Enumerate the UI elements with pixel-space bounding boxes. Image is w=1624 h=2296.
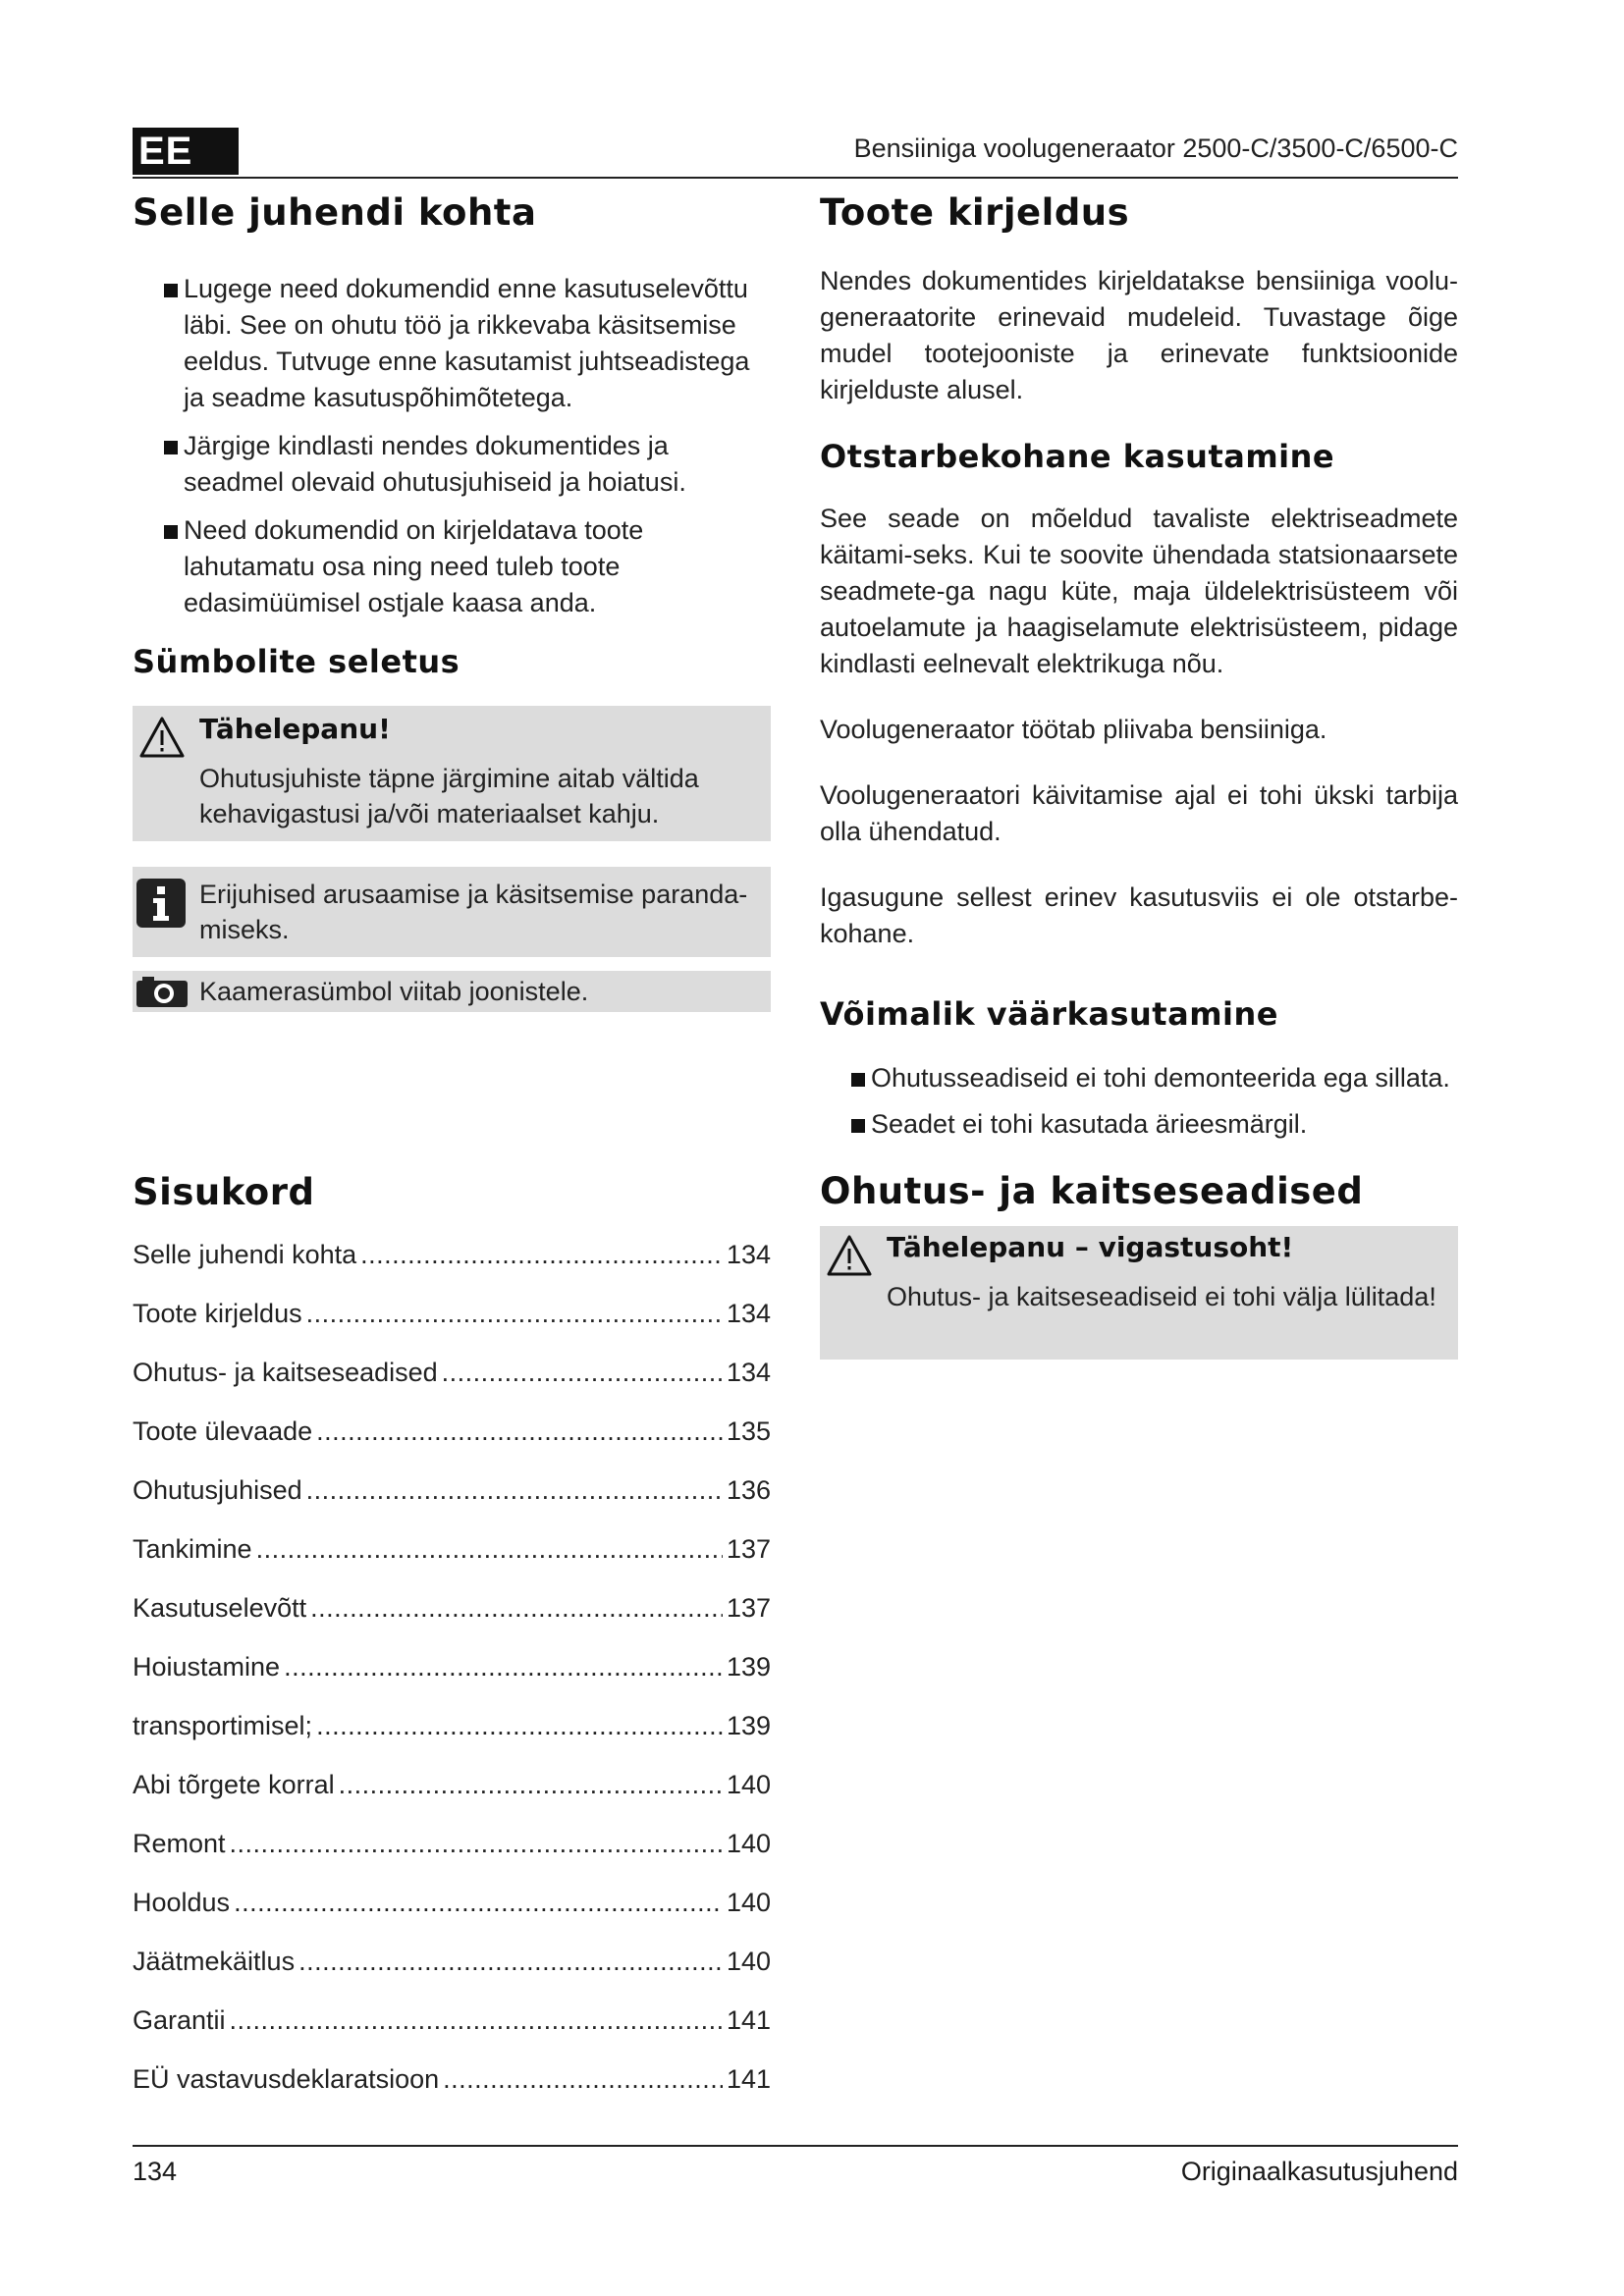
warning-title: Tähelepanu! (199, 713, 391, 745)
camera-text: Kaamerasümbol viitab joonistele. (199, 977, 589, 1006)
toc-label: Hoiustamine (133, 1652, 281, 1682)
toc-page: 137 (726, 1593, 771, 1623)
info-icon (135, 877, 188, 930)
toc-entry[interactable] (133, 1461, 771, 1520)
toc-page: 140 (726, 1888, 771, 1917)
footer-text: Originaalkasutusjuhend (1180, 2157, 1458, 2186)
toc-heading: Sisukord (133, 1171, 315, 1213)
toc-page: 140 (726, 1770, 771, 1799)
toc-entry[interactable] (133, 1991, 771, 2050)
left-column (133, 191, 771, 2109)
misuse-bullet-list (820, 1060, 1458, 1143)
product-heading: Toote kirjeldus (820, 191, 1130, 234)
toc-page: 139 (726, 1652, 771, 1682)
safety-warning-title: Tähelepanu – vigastusoht! (887, 1231, 1294, 1263)
right-column (820, 191, 1458, 1360)
toc-label: Ohutusjuhised (133, 1475, 302, 1505)
toc-page: 136 (726, 1475, 771, 1505)
camera-icon (135, 975, 189, 1008)
toc-page: 141 (726, 2064, 771, 2094)
toc-label: Tankimine (133, 1534, 252, 1564)
other-use-text: Igasugune sellest erinev kasutusviis ei ole otstarbe-kohane. (820, 882, 1458, 948)
toc-page: 134 (726, 1358, 771, 1387)
toc-entry[interactable] (133, 1755, 771, 1814)
list-item: Ohutusseadiseid ei tohi demonteerida ega sillata. (820, 1060, 1458, 1096)
toc-entry[interactable] (133, 2050, 771, 2109)
toc-page: 134 (726, 1299, 771, 1328)
startup-text: Voolugeneraatori käivitamise ajal ei tohi ükski tarbija olla ühendatud. (820, 780, 1458, 846)
header-title: Bensiiniga voolugeneraator 2500-C/3500-C/6500-C (853, 133, 1458, 163)
toc-label: Selle juhendi kohta (133, 1240, 357, 1269)
page-header (133, 128, 1458, 179)
toc-page: 140 (726, 1829, 771, 1858)
toc-page: 134 (726, 1240, 771, 1269)
toc-label: Ohutus- ja kaitseseadised (133, 1358, 438, 1387)
toc-entry[interactable] (133, 1343, 771, 1402)
misuse-heading: Võimalik väärkasutamine (820, 995, 1278, 1033)
toc-label: Hooldus (133, 1888, 231, 1917)
list-item: Järgige kindlasti nendes dokumentides ja seadmel olevaid ohutusjuhiseid ja hoiatusi. (133, 428, 771, 501)
page-number: 134 (133, 2157, 178, 2186)
fuel-text: Voolugeneraator töötab pliivaba bensiiniga. (820, 715, 1327, 744)
about-bullet-list (133, 271, 771, 621)
list-item: Seadet ei tohi kasutada ärieesmärgil. (820, 1106, 1458, 1143)
toc-entry[interactable] (133, 1814, 771, 1873)
toc-entry[interactable] (133, 1520, 771, 1578)
toc-label: Jäätmekäitlus (133, 1947, 296, 1976)
toc-entry[interactable] (133, 1873, 771, 1932)
list-item: Need dokumendid on kirjeldatava toote lahutamatu osa ning need tuleb toote edasimüümisel ostjale kaasa anda. (133, 512, 771, 621)
table-of-contents (133, 1225, 771, 2109)
toc-label: EÜ vastavusdeklaratsioon (133, 2064, 440, 2094)
language-tag: EE (133, 128, 239, 175)
page-footer (133, 2145, 1458, 2196)
toc-label: Kasutuselevõtt (133, 1593, 307, 1623)
warning-text: Ohutusjuhiste täpne järgimine aitab vältida kehavigastusi ja/või materiaalset kahju. (199, 764, 699, 828)
safety-warning-text: Ohutus- ja kaitseseadiseid ei tohi välja lülitada! (887, 1282, 1436, 1311)
toc-entry[interactable] (133, 1932, 771, 1991)
toc-entry[interactable] (133, 1696, 771, 1755)
info-note (133, 867, 771, 957)
intended-use-text: See seade on mõeldud tavaliste elektriseadmete käitami-seks. Kui te soovite ühendada statsionaarsete seadmete-ga nagu küte, maja üldelektrisüsteem või autoelamute ja haagiselamute elektrisüsteem, pidage kindlasti eelnevalt elektrikuga nõu. (820, 504, 1458, 678)
warning-note (133, 706, 771, 841)
camera-note (133, 971, 771, 1012)
toc-label: Toote kirjeldus (133, 1299, 302, 1328)
toc-entry[interactable] (133, 1284, 771, 1343)
toc-page: 135 (726, 1416, 771, 1446)
toc-entry[interactable] (133, 1637, 771, 1696)
toc-entry[interactable] (133, 1578, 771, 1637)
toc-label: Abi tõrgete korral (133, 1770, 335, 1799)
info-text: Erijuhised arusaamise ja käsitsemise paranda-miseks. (199, 880, 748, 944)
safety-heading: Ohutus- ja kaitseseadised (820, 1170, 1364, 1212)
symbols-heading: Sümbolite seletus (133, 643, 460, 680)
toc-entry[interactable] (133, 1402, 771, 1461)
safety-warning-note (820, 1226, 1458, 1360)
toc-page: 140 (726, 1947, 771, 1976)
toc-label: Remont (133, 1829, 226, 1858)
warning-triangle-icon (138, 716, 186, 759)
intended-use-heading: Otstarbekohane kasutamine (820, 438, 1335, 475)
toc-page: 139 (726, 1711, 771, 1740)
toc-page: 141 (726, 2005, 771, 2035)
about-heading: Selle juhendi kohta (133, 191, 537, 234)
toc-label: transportimisel; (133, 1711, 313, 1740)
toc-label: Garantii (133, 2005, 226, 2035)
toc-entry[interactable] (133, 1225, 771, 1284)
list-item: Lugege need dokumendid enne kasutuselevõttu läbi. See on ohutu töö ja rikkevaba käsitsemise eeldus. Tutvuge enne kasutamist juhtseadistega ja seadme kasutuspõhimõtetega. (133, 271, 771, 416)
toc-label: Toote ülevaade (133, 1416, 313, 1446)
warning-triangle-icon (826, 1234, 873, 1277)
product-text: Nendes dokumentides kirjeldatakse bensiiniga voolu-generaatorite erinevaid mudeleid. Tuvastage õige mudel tootejooniste ja erinevate funktsioonide kirjelduste alusel. (820, 266, 1458, 404)
toc-page: 137 (726, 1534, 771, 1564)
